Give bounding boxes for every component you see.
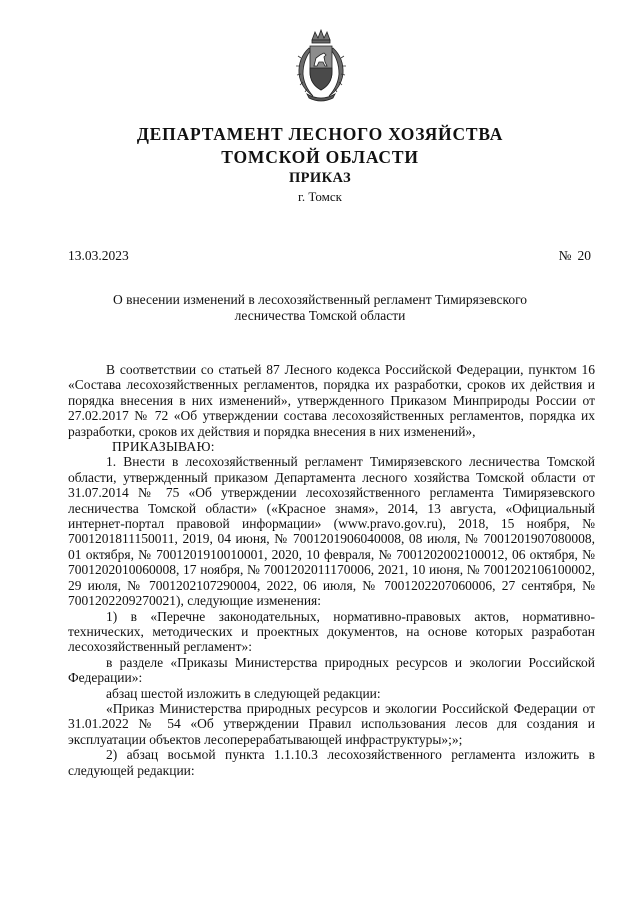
paragraph: в разделе «Приказы Министерства природных ресурсов и экологии Российской Федерации»:: [68, 654, 595, 686]
document-date: 13.03.2023: [68, 248, 129, 263]
paragraph: В соответствии со статьей 87 Лесного кодекса Российской Федерации, пунктом 16 «Состава лесохозяйственных регламентов, порядка их разработки, сроков их действия и порядка внесения в них изменений», утвержденного Приказом Минприроды России от 27.02.2017 № 72 «Об утверждении состава лесохозяйственных регламентов, порядка их разработки, сроков их действия и порядка внесения в них изменений»,: [68, 362, 595, 439]
document-body: [68, 362, 595, 778]
document-type: ПРИКАЗ: [288, 170, 352, 186]
coat-of-arms-icon: [295, 28, 347, 104]
decree-word: ПРИКАЗЫВАЮ:: [112, 439, 215, 455]
number-sign: №: [558, 248, 572, 263]
paragraph: «Приказ Министерства природных ресурсов и экологии Российской Федерации от 31.01.2022 № 54 «Об утверждении Правил использования лесов для создания и эксплуатации объектов лесоперерабатывающей инфраструктуры»;»;: [68, 700, 595, 747]
paragraph: абзац шестой изложить в следующей редакции:: [106, 685, 381, 701]
organization-name-line2: ТОМСКОЙ ОБЛАСТИ: [221, 147, 419, 167]
paragraph: 1) в «Перечне законодательных, нормативно-правовых актов, нормативно-технических, методических и проектных документов, на основе которых разработан лесохозяйственный регламент»:: [68, 608, 595, 655]
document-number: [559, 248, 591, 264]
paragraph: 1. Внести в лесохозяйственный регламент Тимирязевского лесничества Томской области, утвержденный приказом Департамента лесного хозяйства Томской области от 31.07.2014 № 75 «Об утверждении лесохозяйственного регламента Тимирязевского лесничества Томской области» («Красное знамя», 2014, 13 августа, «Официальный интернет-портал правовой информации» (www.pravo.gov.ru), 2018, 15 ноября, № 7001201811150011, 2019, 04 июня, № 7001201906040008, 08 июля, № 7001201907080008, 01 октября, № 7001201910010001, 2020, 10 февраля, № 7001202002100012, 06 октября, № 7001202010060008, 17 ноября, № 7001202011170006, 2021, 10 июня, № 7001202106100002, 29 июля, № 7001202107290004, 2022, 06 июля, № 7001202207060006, 27 сентября, № 7001202209270021), следующие изменения:: [68, 454, 595, 609]
organization-name-line1: ДЕПАРТАМЕНТ ЛЕСНОГО ХОЗЯЙСТВА: [136, 124, 504, 144]
city: г. Томск: [298, 189, 342, 204]
number-value: 20: [577, 248, 591, 263]
paragraph: 2) абзац восьмой пункта 1.1.10.3 лесохозяйственного регламента изложить в следующей редакции:: [68, 747, 595, 778]
document-subject: О внесении изменений в лесохозяйственный регламент Тимирязевского лесничества Томской области: [112, 292, 528, 323]
